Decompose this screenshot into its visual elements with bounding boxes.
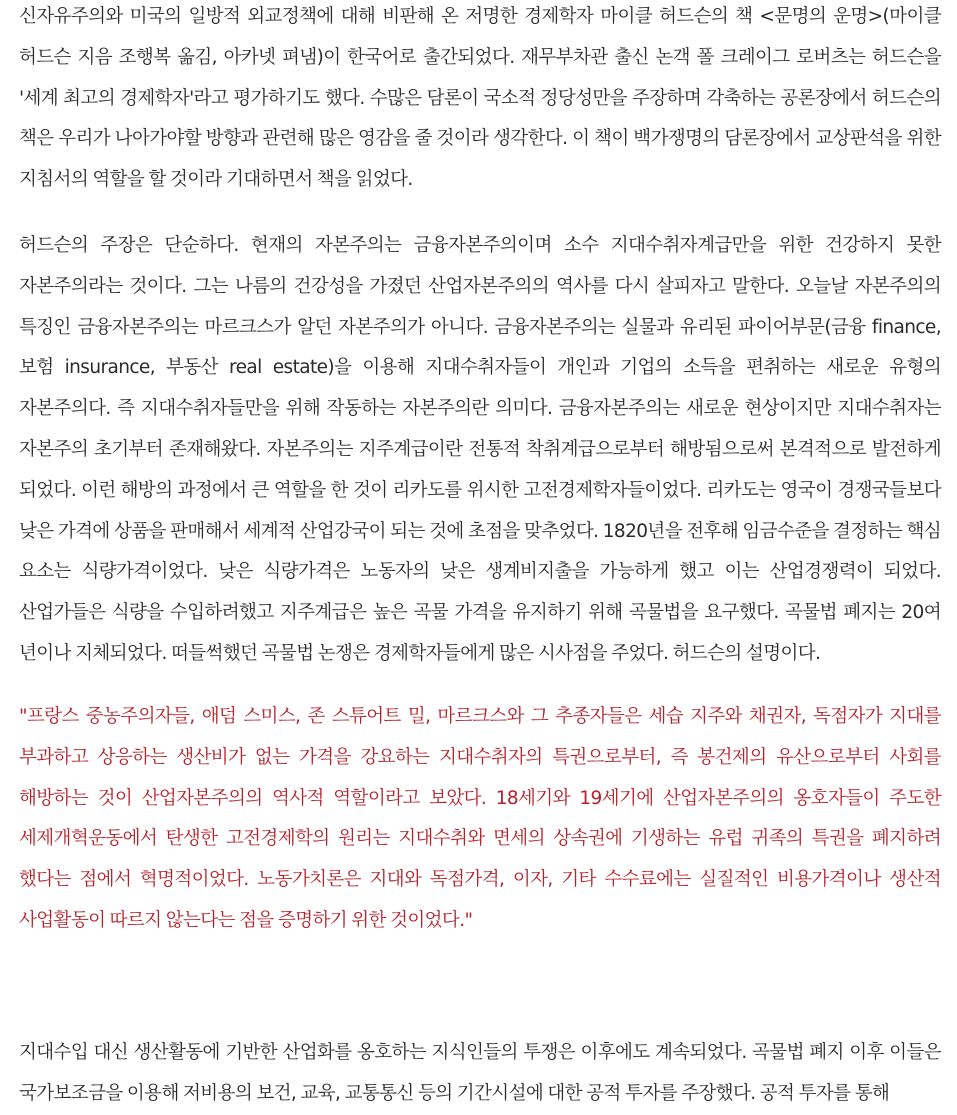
argument-paragraph: 허드슨의 주장은 단순하다. 현재의 자본주의는 금융자본주의이며 소수 지대수취자계급만을 위한 건강하지 못한 자본주의라는 것이다. 그는 나름의 건강성을 가졌던 산업자본주의의 역사를 다시 살피자고 말한다. 오늘날 자본주의의 특징인 금융자본주의는 마르크스가 알던 자본주의가 아니다. 금융자본주의는 실물과 유리된 파이어부문(금융 finance, 보험 insurance, 부동산 real estate)을 이용해 지대수취자들이 개인과 기업의 소득을 편취하는 새로운 유형의 자본주의다. 즉 지대수취자들만을 위해 작동하는 자본주의란 의미다. 금융자본주의는 새로운 현상이지만 지대수취자는 자본주의 초기부터 존재해왔다. 자본주의는 지주계급이란 전통적 착취계급으로부터 해방됨으로써 본격적으로 발전하게 되었다. 이런 해방의 과정에서 큰 역할을 한 것이 리카도를 위시한 고전경제학자들이었다. 리카도는 영국이 경쟁국들보다 낮은 가격에 상품을 판매해서 세계적 산업강국이 되는 것에 초점을 맞추었다. 1820년을 전후해 임금수준을 결정하는 핵심 요소는 식량가격이었다. 낮은 식량가격은 노동자의 낮은 생계비지출을 가능하게 했고 이는 산업경쟁력이 되었다. 산업가들은 식량을 수입하려했고 지주계급은 높은 곡물 가격을 유지하기 위해 곡물법을 요구했다. 곡물법 폐지는 20여 년이나 지체되었다. 떠들썩했던 곡물법 논쟁은 경제학자들에게 많은 시사점을 주었다. 허드슨의 설명이다.	[19, 235, 941, 664]
continuation-paragraph: 지대수입 대신 생산활동에 기반한 산업화를 옹호하는 지식인들의 투쟁은 이후에도 계속되었다. 곡물법 폐지 이후 이들은 국가보조금을 이용해 저비용의 보건, 교육, 교통통신 등의 기간시설에 대한 공적 투자를 주장했다. 공적 투자를 통해	[19, 1042, 941, 1104]
quote-paragraph: "프랑스 중농주의자들, 애덤 스미스, 존 스튜어트 밀, 마르크스와 그 추종자들은 세습 지주와 채권자, 독점자가 지대를 부과하고 상응하는 생산비가 없는 가격을 강요하는 지대수취자의 특권으로부터, 즉 봉건제의 유산으로부터 사회를 해방하는 것이 산업자본주의의 역사적 역할이라고 보았다. 18세기와 19세기에 산업자본주의의 옹호자들이 주도한 세제개혁운동에서 탄생한 고전경제학의 원리는 지대수취와 면세의 상속권에 기생하는 유럽 귀족의 특권을 폐지하려 했다는 점에서 혁명적이었다. 노동가치론은 지대와 독점가격, 이자, 기타 수수료에는 실질적인 비용가격이나 생산적 사업활동이 따르지 않는다는 점을 증명하기 위한 것이었다."	[19, 706, 941, 931]
intro-paragraph: 신자유주의와 미국의 일방적 외교정책에 대해 비판해 온 저명한 경제학자 마이클 허드슨의 책 <문명의 운명>(마이클 허드슨 지음 조행복 옮김, 아카넷 펴냄)이 한국어로 출간되었다. 재무부차관 출신 논객 폴 크레이그 로버츠는 허드슨을 '세계 최고의 경제학자'라고 평가하기도 했다. 수많은 담론이 국소적 정당성만을 주장하며 각축하는 공론장에서 허드슨의 책은 우리가 나아가야할 방향과 관련해 많은 영감을 줄 것이라 생각한다. 이 책이 백가쟁명의 담론장에서 교상판석을 위한 지침서의 역할을 할 것이라 기대하면서 책을 읽었다.	[19, 6, 941, 191]
